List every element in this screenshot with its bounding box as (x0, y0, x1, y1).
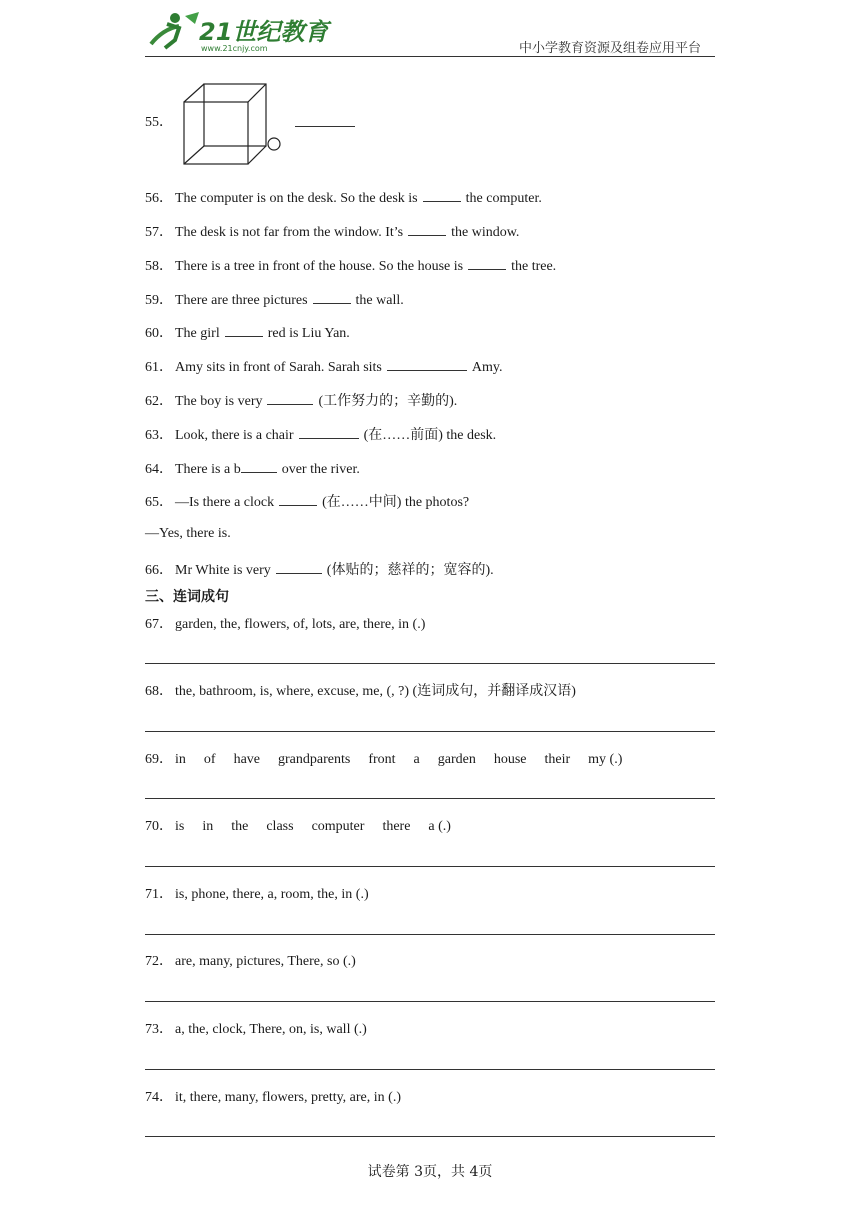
word: garden (437, 752, 476, 767)
answer-line[interactable] (145, 1069, 715, 1070)
question-text: Look, there is a chair (175, 428, 294, 443)
question-text-after: (工作努力的；辛勤的). (318, 394, 458, 409)
word: a (.) (428, 819, 451, 834)
sentence-item (145, 886, 369, 904)
question-text-after: the computer. (465, 191, 542, 206)
question-text: —Yes, there is. (145, 526, 231, 541)
question-item (145, 390, 457, 411)
sentence-item (145, 616, 425, 634)
question-text: There is a tree in front of the house. So the house is (175, 259, 464, 274)
question-item (145, 221, 519, 242)
question-text: The desk is not far from the window. It’s (175, 225, 404, 240)
sentence-words (175, 819, 451, 834)
question-item (145, 322, 350, 343)
question-text-after: over the river. (281, 462, 360, 477)
sentence-words: are, many, pictures, There, so (.) (175, 954, 356, 969)
word: grandparents (278, 752, 351, 767)
question-number: 56． (145, 191, 173, 206)
question-number: 58． (145, 259, 173, 274)
question-item (145, 491, 469, 512)
question-text-after: Amy. (471, 360, 503, 375)
word: is (175, 819, 185, 834)
word: of (203, 752, 216, 767)
word: class (266, 819, 294, 834)
word: house (493, 752, 527, 767)
question-text: Mr White is very (175, 563, 271, 578)
question-text: —Is there a clock (175, 495, 275, 510)
question-55: 55． (145, 115, 173, 130)
page-footer: 试卷第 3页，共 4页 (367, 1164, 493, 1180)
question-text-after: the wall. (355, 293, 404, 308)
sentence-words: garden, the, flowers, of, lots, are, there, in (.) (175, 617, 426, 632)
word: the (231, 819, 249, 834)
sentence-item (145, 683, 576, 701)
question-number: 59． (145, 293, 173, 308)
word: my (.) (588, 752, 623, 767)
question-number: 68． (145, 684, 173, 699)
answer-blank[interactable] (408, 221, 446, 236)
question-number: 67． (145, 617, 173, 632)
answer-blank[interactable] (241, 458, 277, 473)
question-text-after: (在……中间) the photos? (322, 495, 470, 510)
answer-blank[interactable] (468, 255, 506, 270)
question-text-after: (在……前面) the desk. (363, 428, 497, 443)
word: have (233, 752, 260, 767)
answer-line[interactable] (145, 1001, 715, 1002)
question-number: 57． (145, 225, 173, 240)
question-item (145, 525, 231, 543)
cube-figure (180, 80, 300, 170)
question-item (145, 255, 556, 276)
sentence-words: a, the, clock, There, on, is, wall (.) (175, 1022, 367, 1037)
question-number: 62． (145, 394, 173, 409)
question-text-after: the tree. (511, 259, 557, 274)
question-number: 69． (145, 752, 173, 767)
question-item (145, 187, 542, 208)
sentence-words (175, 752, 622, 767)
answer-blank[interactable] (279, 491, 317, 506)
question-text: There are three pictures (175, 293, 308, 308)
question-text: The computer is on the desk. So the desk is (175, 191, 418, 206)
word: their (544, 752, 571, 767)
answer-blank[interactable] (299, 424, 359, 439)
question-text-after: the window. (451, 225, 520, 240)
answer-blank[interactable] (387, 356, 467, 371)
question-number: 66． (145, 563, 173, 578)
question-text: Amy sits in front of Sarah. Sarah sits (175, 360, 382, 375)
question-number: 70． (145, 819, 173, 834)
sentence-words: is, phone, there, a, room, the, in (.) (175, 887, 369, 902)
answer-blank[interactable] (313, 289, 351, 304)
answer-line[interactable] (145, 934, 715, 935)
sentence-item (145, 751, 622, 769)
answer-line[interactable] (145, 798, 715, 799)
word: in (202, 819, 214, 834)
answer-blank[interactable] (276, 559, 322, 574)
question-number: 74． (145, 1090, 173, 1105)
answer-line[interactable] (145, 663, 715, 664)
answer-blank[interactable] (423, 187, 461, 202)
svg-text:21世纪教育: 21世纪教育 (199, 18, 329, 46)
page-header (145, 10, 715, 57)
question-number: 64． (145, 462, 173, 477)
platform-name: 中小学教育资源及组卷应用平台 (518, 41, 701, 56)
question-item (145, 458, 360, 479)
word: front (368, 752, 396, 767)
answer-line[interactable] (145, 731, 715, 732)
word: computer (311, 819, 365, 834)
question-number: 72． (145, 954, 173, 969)
sentence-item (145, 953, 356, 971)
answer-blank[interactable] (267, 390, 313, 405)
question-text-after: red is Liu Yan. (267, 326, 350, 341)
svg-text:www.21cnjy.com: www.21cnjy.com (201, 44, 268, 53)
question-item (145, 356, 502, 377)
answer-blank-55[interactable] (295, 112, 355, 127)
answer-line[interactable] (145, 1136, 715, 1137)
word: a (413, 752, 420, 767)
word: there (382, 819, 411, 834)
question-number: 73． (145, 1022, 173, 1037)
answer-blank[interactable] (225, 322, 263, 337)
section-title: 三、连词成句 (145, 589, 229, 605)
sentence-words: the, bathroom, is, where, excuse, me, (, ?) (连词成句，并翻译成汉语) (175, 684, 576, 699)
question-text: There is a b (175, 462, 241, 477)
word: in (175, 752, 186, 767)
question-number: 71． (145, 887, 173, 902)
sentence-words: it, there, many, flowers, pretty, are, in (.) (175, 1090, 401, 1105)
answer-line[interactable] (145, 866, 715, 867)
sentence-item (145, 1089, 401, 1107)
question-item (145, 559, 494, 580)
question-item (145, 424, 496, 445)
question-number: 60． (145, 326, 173, 341)
question-text: The girl (175, 326, 220, 341)
sentence-item (145, 1021, 367, 1039)
question-text: The boy is very (175, 394, 263, 409)
question-text-after: (体贴的；慈祥的；宽容的). (326, 563, 494, 578)
logo-21cnjy (145, 10, 329, 54)
question-number: 63． (145, 428, 173, 443)
question-item (145, 289, 404, 310)
sentence-item (145, 818, 451, 836)
question-number: 65． (145, 495, 173, 510)
question-number: 61． (145, 360, 173, 375)
